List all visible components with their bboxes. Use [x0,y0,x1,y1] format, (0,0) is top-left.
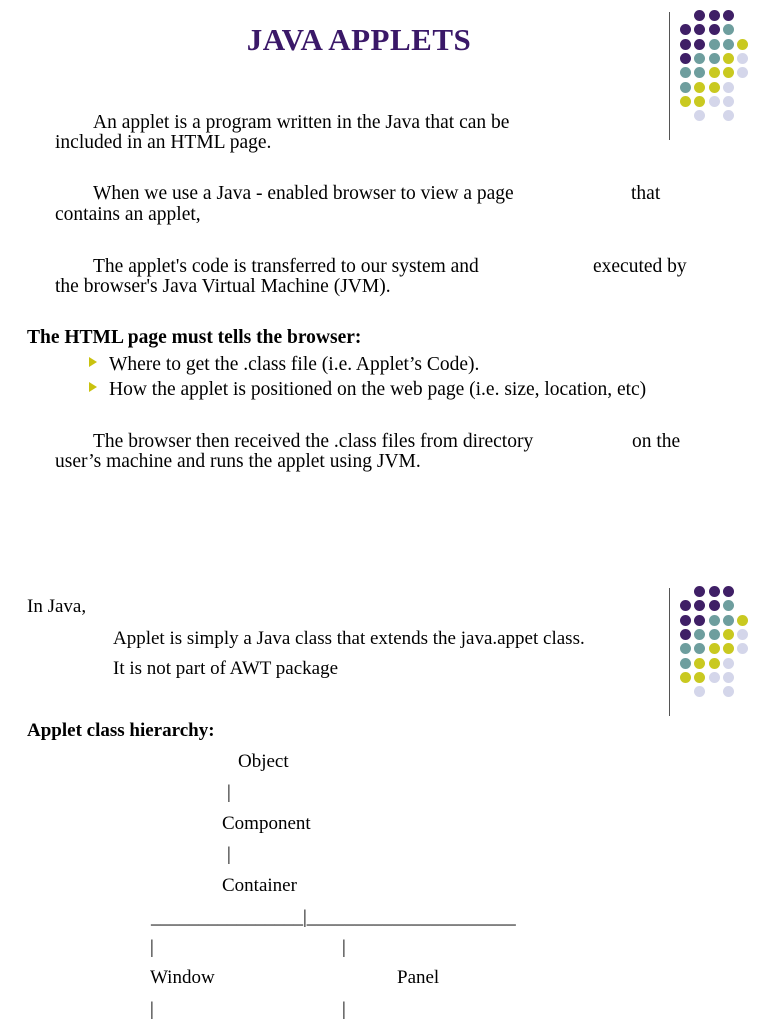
section-heading: The HTML page must tells the browser: [27,327,362,348]
hierarchy-connector: | [342,999,346,1020]
decor-dot [737,53,748,64]
hierarchy-connector: | [150,999,154,1020]
decor-dot [709,39,720,50]
hierarchy-heading: Applet class hierarchy: [27,720,215,741]
hierarchy-connector: | [150,937,154,958]
decor-dot [723,82,734,93]
decor-dot [723,643,734,654]
decor-dot [709,53,720,64]
decor-dot [709,672,720,683]
decor-dot [723,658,734,669]
decor-dot [680,53,691,64]
decor-dot [723,600,734,611]
page-title: JAVA APPLETS [246,22,472,57]
decor-dot [709,629,720,640]
bullet-item-1: Where to get the .class file (i.e. Applet’s Code). [109,354,480,375]
decor-dot [694,110,705,121]
paragraph-1-line-2: included in an HTML page. [55,132,272,153]
decor-dot [723,686,734,697]
hierarchy-connector: | [227,844,231,865]
decor-dot [694,643,705,654]
decor-dot [680,615,691,626]
decor-dot [694,686,705,697]
decor-dot [709,600,720,611]
hierarchy-component: Component [222,813,311,834]
bullet-arrow-icon [89,382,97,392]
decor-dot [680,643,691,654]
decor-divider-line [669,588,670,716]
bullet-item-2: How the applet is positioned on the web page (i.e. size, location, etc) [109,379,647,400]
decor-dot [694,39,705,50]
decor-dot [723,10,734,21]
decor-dot [737,615,748,626]
decor-dot [694,658,705,669]
hierarchy-panel: Panel [397,967,440,988]
decor-dot [709,96,720,107]
decor-dot [737,629,748,640]
intro-text: In Java, [27,596,87,617]
decor-dot [723,672,734,683]
decor-dot [680,67,691,78]
decor-dot [723,53,734,64]
decor-dot [709,82,720,93]
hierarchy-connector: | [342,937,346,958]
decor-dot [694,53,705,64]
decor-dot [694,82,705,93]
paragraph-3-line-1b: executed by [593,256,687,277]
paragraph-4-line-1a: The browser then received the .class files from directory [93,431,534,452]
decor-dot [680,82,691,93]
decor-dot [709,67,720,78]
paragraph-1-line-1: An applet is a program written in the Java that can be [93,112,510,133]
decor-dot [694,586,705,597]
decor-dot [723,586,734,597]
bullet-arrow-icon [89,357,97,367]
decor-dot [694,615,705,626]
decor-dot [680,96,691,107]
decor-dot [709,615,720,626]
description-line-2: It is not part of AWT package [113,658,339,679]
decor-dot [709,586,720,597]
decor-dot [737,39,748,50]
decor-dot [694,629,705,640]
paragraph-3-line-1a: The applet's code is transferred to our system and [93,256,479,277]
decor-dot [694,10,705,21]
decor-dot [680,672,691,683]
decor-dot [680,39,691,50]
decor-dot [680,600,691,611]
decor-dot [723,67,734,78]
decor-dot [723,96,734,107]
decor-dot [680,629,691,640]
hierarchy-branch-line: ________________|______________________ [151,907,516,928]
decor-dot [723,615,734,626]
decor-dot [709,658,720,669]
decor-dot [694,600,705,611]
paragraph-2-line-1b: that [631,183,661,204]
paragraph-4-line-2: user’s machine and runs the applet using JVM. [55,451,421,472]
paragraph-3-line-2: the browser's Java Virtual Machine (JVM). [55,276,391,297]
decor-dot [723,629,734,640]
decor-dot [694,67,705,78]
paragraph-4-line-1b: on the [632,431,681,452]
paragraph-2-line-1a: When we use a Java - enabled browser to view a page [93,183,514,204]
decor-divider-line [669,12,670,140]
decor-dot [723,24,734,35]
hierarchy-connector: | [227,782,231,803]
decor-dot [709,24,720,35]
hierarchy-object: Object [238,751,289,772]
decor-dot [723,110,734,121]
hierarchy-container: Container [222,875,297,896]
decor-dot [694,672,705,683]
decor-dot [709,643,720,654]
decor-dot [737,643,748,654]
decor-dot [709,10,720,21]
decor-dot [723,39,734,50]
decor-dot [694,96,705,107]
decor-dot [737,67,748,78]
hierarchy-window: Window [150,967,215,988]
paragraph-2-line-2: contains an applet, [55,204,201,225]
decor-dot [680,658,691,669]
description-line-1: Applet is simply a Java class that extends the java.appet class. [113,628,585,649]
